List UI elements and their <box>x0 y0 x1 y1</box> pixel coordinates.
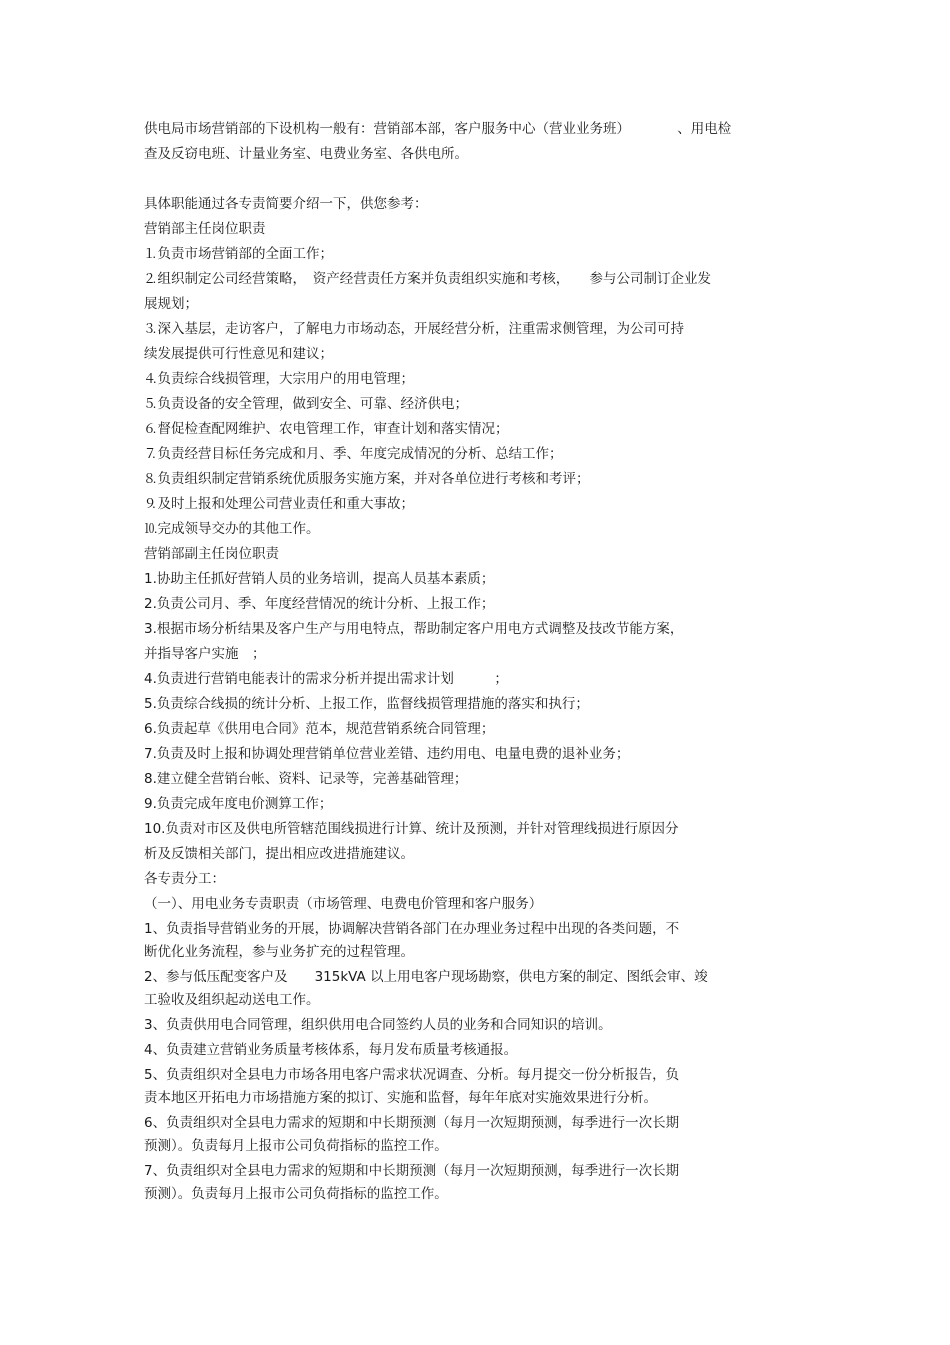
list-item: 3.根据市场分析结果及客户生产与用电特点，帮助制定客户用电方式调整及技改节能方案， <box>144 621 684 637</box>
list-item: 析及反馈相关部门，提出相应改进措施建议。 <box>144 846 414 862</box>
spacer <box>144 167 814 192</box>
division-item: 5、负责组织对全县电力市场各用电客户需求状况调查、分析。每月提交一份分析报告，负 <box>144 1067 680 1083</box>
list-item: 1.协助主任抓好营销人员的业务培训，提高人员基本素质； <box>144 571 495 587</box>
division-item-cont: 责本地区开拓电力市场措施方案的拟订、实施和监督，每年年底对实施效果进行分析。 <box>144 1090 657 1106</box>
list-item: 8.建立健全营销台帐、资料、记录等，完善基础管理； <box>144 771 468 787</box>
list-item: ⒎负责经营目标任务完成和月、季、年度完成情况的分析、总结工作； <box>144 446 563 462</box>
divisions-subtitle: （一）、用电业务专责职责（市场管理、电费电价管理和客户服务） <box>144 896 543 912</box>
divisions-section-title: 各专责分工： <box>144 871 225 887</box>
division-item-cont: 工验收及组织起动送电工作。 <box>144 992 320 1008</box>
list-item: ⒊深入基层，走访客户，了解电力市场动态，开展经营分析，注重需求侧管理，为公司可持 <box>144 321 684 337</box>
list-item: ⒌负责设备的安全管理，做到安全、可靠、经济供电； <box>144 396 468 412</box>
division-item: 4、负责建立营销业务质量考核体系，每月发布质量考核通报。 <box>144 1042 518 1058</box>
list-item: ⒏负责组织制定营销系统优质服务实施方案，并对各单位进行考核和考评； <box>144 471 590 487</box>
lead-text: 具体职能通过各专责简要介绍一下，供您参考： <box>144 196 428 212</box>
list-item: 展规划； <box>144 296 198 312</box>
division-item-cont: 断优化业务流程，参与业务扩充的过程管理。 <box>144 944 414 960</box>
list-item: ⒐及时上报和处理公司营业责任和重大事故； <box>144 496 414 512</box>
list-item: ⒋负责综合线损管理，大宗用户的用电管理； <box>144 371 414 387</box>
division-item: 2、参与低压配变客户及 315kVA 以上用电客户现场勘察，供电方案的制定、图纸会审、竣 <box>144 969 708 985</box>
intro-line: 供电局市场营销部的下设机构一般有：营销部本部，客户服务中心（营业业务班） 、用电检 <box>144 121 732 137</box>
division-item: 7、负责组织对全县电力需求的短期和中长期预测（每月一次短期预测，每季进行一次长期 <box>144 1163 680 1179</box>
deputy-section-title: 营销部副主任岗位职责 <box>144 546 279 562</box>
division-item: 3、负责供用电合同管理，组织供用电合同签约人员的业务和合同知识的培训。 <box>144 1017 612 1033</box>
intro-line: 查及反窃电班、计量业务室、电费业务室、各供电所。 <box>144 146 468 162</box>
list-item: 6.负责起草《供用电合同》范本，规范营销系统合同管理； <box>144 721 495 737</box>
list-item: 9.负责完成年度电价测算工作； <box>144 796 333 812</box>
list-item: ⒍督促检查配网维护、农电管理工作，审查计划和落实情况； <box>144 421 509 437</box>
division-item: 1、负责指导营销业务的开展，协调解决营销各部门在办理业务过程中出现的各类问题，不 <box>144 921 680 937</box>
director-section-title: 营销部主任岗位职责 <box>144 221 266 237</box>
document-page <box>144 117 814 1207</box>
list-item: 5.负责综合线损的统计分析、上报工作，监督线损管理措施的落实和执行； <box>144 696 589 712</box>
list-item: 10.负责对市区及供电所管辖范围线损进行计算、统计及预测，并针对管理线损进行原因分 <box>144 821 679 837</box>
list-item: ⒑完成领导交办的其他工作。 <box>144 521 320 537</box>
list-item: 续发展提供可行性意见和建议； <box>144 346 333 362</box>
list-item: 4.负责进行营销电能表计的需求分析并提出需求计划 ； <box>144 671 508 687</box>
list-item: 2.负责公司月、季、年度经营情况的统计分析、上报工作； <box>144 596 495 612</box>
division-item-cont: 预测）。负责每月上报市公司负荷指标的监控工作。 <box>144 1138 448 1154</box>
division-item-cont: 预测）。负责每月上报市公司负荷指标的监控工作。 <box>144 1186 448 1202</box>
list-item: ⒈负责市场营销部的全面工作； <box>144 246 333 262</box>
list-item: ⒉组织制定公司经营策略， 资产经营责任方案并负责组织实施和考核， 参与公司制订企业发 <box>144 271 711 287</box>
list-item: 7.负责及时上报和协调处理营销单位营业差错、违约用电、电量电费的退补业务； <box>144 746 630 762</box>
division-item: 6、负责组织对全县电力需求的短期和中长期预测（每月一次短期预测，每季进行一次长期 <box>144 1115 680 1131</box>
list-item: 并指导客户实施 ； <box>144 646 266 662</box>
